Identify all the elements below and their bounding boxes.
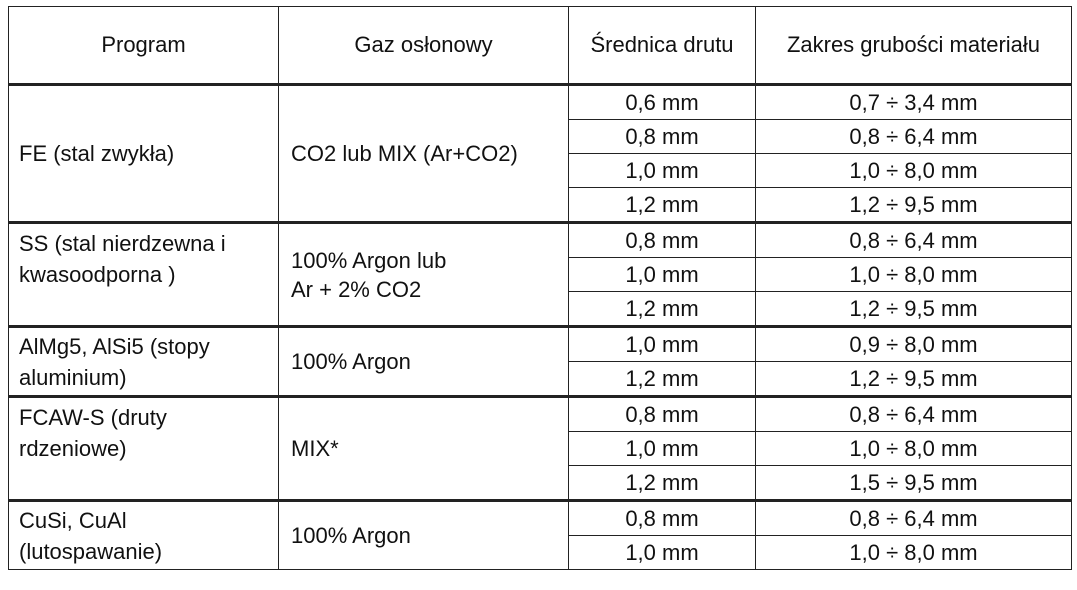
shielding-gas-label: Ar + 2% CO2 bbox=[291, 276, 422, 302]
wire-diameter-cell: 1,0 mm bbox=[569, 327, 756, 362]
wire-diameter-cell: 1,2 mm bbox=[569, 466, 756, 501]
thickness-range-cell: 1,2 ÷ 9,5 mm bbox=[756, 188, 1072, 223]
wire-diameter-cell: 0,8 mm bbox=[569, 120, 756, 154]
thickness-range-cell: 1,5 ÷ 9,5 mm bbox=[756, 466, 1072, 501]
wire-diameter-cell: 0,8 mm bbox=[569, 223, 756, 258]
wire-diameter-cell: 1,0 mm bbox=[569, 258, 756, 292]
program-label: CuSi, CuAl bbox=[19, 507, 127, 533]
program-label: rdzeniowe) bbox=[19, 436, 127, 461]
wire-diameter-cell: 1,2 mm bbox=[569, 362, 756, 397]
thickness-range-cell: 1,0 ÷ 8,0 mm bbox=[756, 258, 1072, 292]
thickness-range-cell: 1,2 ÷ 9,5 mm bbox=[756, 292, 1072, 327]
program-label: SS (stal nierdzewna i bbox=[19, 231, 226, 256]
thickness-range-cell: 1,0 ÷ 8,0 mm bbox=[756, 154, 1072, 188]
table-row bbox=[9, 327, 1072, 362]
shielding-gas-cell bbox=[279, 85, 569, 223]
table-row bbox=[9, 501, 1072, 536]
thickness-range-cell: 1,2 ÷ 9,5 mm bbox=[756, 362, 1072, 397]
program-cell bbox=[9, 501, 279, 570]
thickness-range-cell: 0,8 ÷ 6,4 mm bbox=[756, 120, 1072, 154]
header-row bbox=[9, 7, 1072, 85]
program-cell bbox=[9, 223, 279, 327]
program-label: (lutospawanie) bbox=[19, 538, 163, 564]
shielding-gas-cell bbox=[279, 501, 569, 570]
shielding-gas-label: 100% Argon lub bbox=[291, 247, 447, 273]
thickness-range-cell: 1,0 ÷ 8,0 mm bbox=[756, 536, 1072, 570]
table-row bbox=[9, 223, 1072, 258]
thickness-range-cell: 1,0 ÷ 8,0 mm bbox=[756, 432, 1072, 466]
wire-diameter-cell: 0,6 mm bbox=[569, 85, 756, 120]
header-material-thickness-range: Zakres grubości materiału bbox=[756, 7, 1072, 85]
shielding-gas-cell bbox=[279, 223, 569, 327]
header-wire-diameter: Średnica drutu bbox=[569, 7, 756, 85]
wire-diameter-cell: 1,0 mm bbox=[569, 154, 756, 188]
table-body bbox=[9, 85, 1072, 570]
wire-diameter-cell: 1,2 mm bbox=[569, 292, 756, 327]
thickness-range-cell: 0,8 ÷ 6,4 mm bbox=[756, 501, 1072, 536]
thickness-range-cell: 0,8 ÷ 6,4 mm bbox=[756, 397, 1072, 432]
table-row bbox=[9, 397, 1072, 432]
wire-diameter-cell: 1,0 mm bbox=[569, 536, 756, 570]
wire-diameter-cell: 1,0 mm bbox=[569, 432, 756, 466]
shielding-gas-label: CO2 lub MIX (Ar+CO2) bbox=[291, 141, 518, 166]
shielding-gas-label: MIX* bbox=[291, 436, 339, 461]
program-cell bbox=[9, 327, 279, 397]
program-cell bbox=[9, 397, 279, 501]
wire-diameter-cell: 1,2 mm bbox=[569, 188, 756, 223]
welding-parameters-table bbox=[8, 6, 1072, 570]
shielding-gas-label: 100% Argon bbox=[291, 349, 411, 374]
header-program: Program bbox=[9, 7, 279, 85]
wire-diameter-cell: 0,8 mm bbox=[569, 501, 756, 536]
wire-diameter-cell: 0,8 mm bbox=[569, 397, 756, 432]
program-label: aluminium) bbox=[19, 364, 127, 390]
table-row bbox=[9, 85, 1072, 120]
program-label: kwasoodporna ) bbox=[19, 262, 176, 287]
shielding-gas-cell bbox=[279, 397, 569, 501]
thickness-range-cell: 0,9 ÷ 8,0 mm bbox=[756, 327, 1072, 362]
program-cell bbox=[9, 85, 279, 223]
program-label: FE (stal zwykła) bbox=[19, 141, 175, 166]
program-label: FCAW-S (druty bbox=[19, 405, 167, 430]
header-shielding-gas: Gaz osłonowy bbox=[279, 7, 569, 85]
shielding-gas-label: 100% Argon bbox=[291, 523, 411, 548]
thickness-range-cell: 0,8 ÷ 6,4 mm bbox=[756, 223, 1072, 258]
shielding-gas-cell bbox=[279, 327, 569, 397]
thickness-range-cell: 0,7 ÷ 3,4 mm bbox=[756, 85, 1072, 120]
program-label: AlMg5, AlSi5 (stopy bbox=[19, 333, 210, 359]
